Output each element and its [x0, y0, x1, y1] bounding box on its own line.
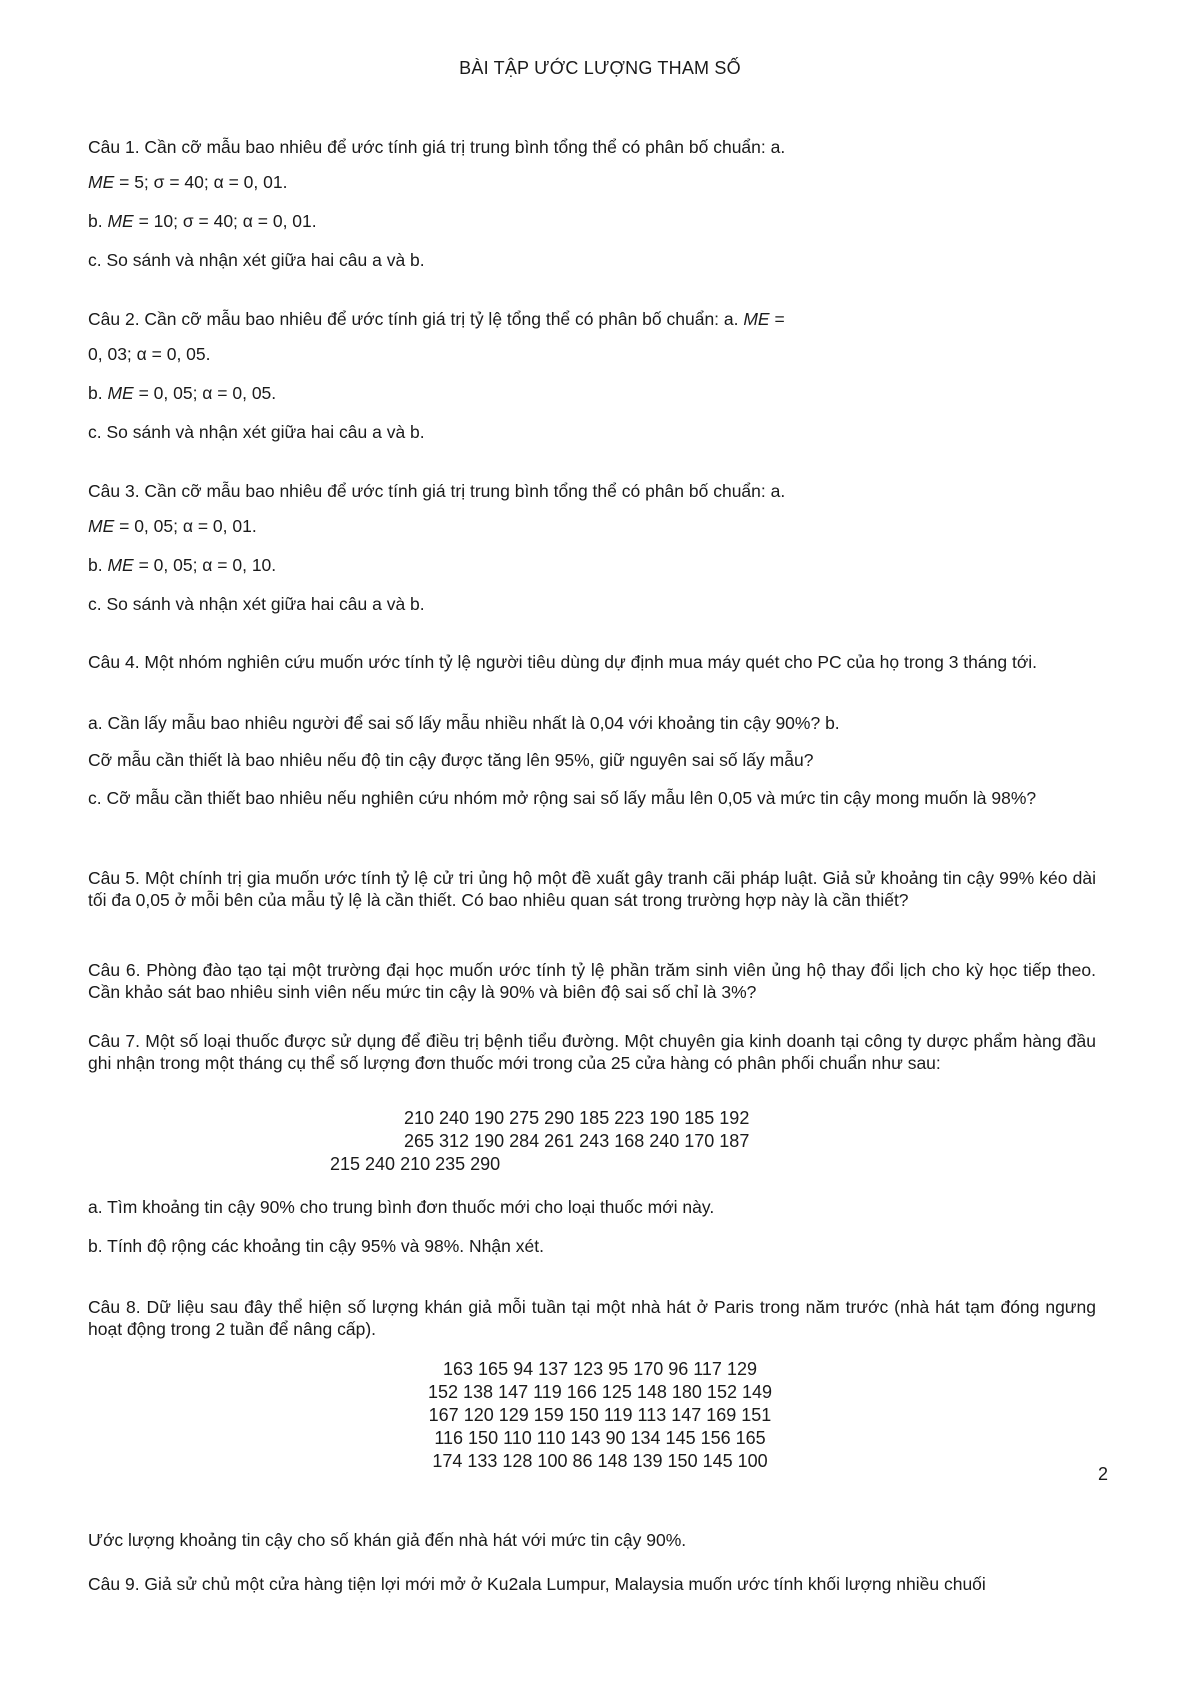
- q2-part-b: [88, 383, 276, 405]
- q7-data-row-3: 215 240 210 235 290: [330, 1154, 501, 1174]
- q2-part-c: c. So sánh và nhận xét giữa hai câu a và b.: [88, 422, 425, 442]
- q8-data-row: 152 138 147 119 166 125 148 180 152 149: [428, 1382, 772, 1402]
- q7-text: Câu 7. Một số loại thuốc được sử dụng để điều trị bệnh tiểu đường. Một chuyên gia kinh doanh tại công ty dược phẩm hàng đầu ghi nhận trong một tháng cụ thể số lượng đơn thuốc mới trong của 25 cửa hàng có phân phối chuẩn như sau:: [88, 1031, 1096, 1073]
- q8-data-row: 174 133 128 100 86 148 139 150 145 100: [432, 1451, 768, 1471]
- q2-line1-var: ME: [743, 309, 770, 329]
- q3-b-prefix: b.: [88, 555, 108, 575]
- q8-text: Câu 8. Dữ liệu sau đây thể hiện số lượng khán giả mỗi tuần tại một nhà hát ở Paris trong năm trước (nhà hát tạm đóng ngưng hoạt động trong 2 tuần để nâng cấp).: [88, 1297, 1096, 1339]
- page-number: 2: [1097, 1464, 1108, 1484]
- q1-line2: [88, 172, 287, 194]
- q7-part-b: b. Tính độ rộng các khoảng tin cậy 95% và 98%. Nhận xét.: [88, 1236, 544, 1256]
- q1-part-c: c. So sánh và nhận xét giữa hai câu a và b.: [88, 250, 425, 270]
- q2-line1-rest: =: [769, 309, 785, 329]
- q3-b-var: ME: [107, 555, 134, 575]
- q1-part-b: [88, 211, 317, 233]
- q9-text: Câu 9. Giả sử chủ một cửa hàng tiện lợi mới mở ở Ku2ala Lumpur, Malaysia muốn ước tính khối lượng nhiều chuối: [88, 1574, 986, 1594]
- q5-text: Câu 5. Một chính trị gia muốn ước tính tỷ lệ cử tri ủng hộ một đề xuất gây tranh cãi pháp luật. Giả sử khoảng tin cậy 99% kéo dài tối đa 0,05 ở mỗi bên của mẫu tỷ lệ là cần thiết. Có bao nhiêu quan sát trong trường hợp này là cần thiết?: [88, 868, 1096, 910]
- q2-line2: 0, 03; α = 0, 05.: [88, 344, 211, 364]
- q3-line1: Câu 3. Cần cỡ mẫu bao nhiêu để ước tính giá trị trung bình tổng thể có phân bố chuẩn: a.: [88, 481, 786, 501]
- page-title: BÀI TẬP ƯỚC LƯỢNG THAM SỐ: [459, 58, 741, 78]
- q1-b-rest: = 10; σ = 40; α = 0, 01.: [133, 211, 317, 231]
- q7-part-a: a. Tìm khoảng tin cậy 90% cho trung bình đơn thuốc mới cho loại thuốc mới này.: [88, 1197, 715, 1217]
- q1-line1: Câu 1. Cần cỡ mẫu bao nhiêu để ước tính giá trị trung bình tổng thể có phân bố chuẩn: a.: [88, 137, 786, 157]
- q1-b-var: ME: [107, 211, 134, 231]
- q4-part-a: a. Cần lấy mẫu bao nhiêu người để sai số lấy mẫu nhiều nhất là 0,04 với khoảng tin cậy 90%? b.: [88, 713, 840, 733]
- q1-line2-rest: = 5; σ = 40; α = 0, 01.: [114, 172, 288, 192]
- q8-conclusion: Ước lượng khoảng tin cậy cho số khán giả đến nhà hát với mức tin cậy 90%.: [88, 1530, 687, 1550]
- q2-b-prefix: b.: [88, 383, 108, 403]
- q7-data-row-2: 265 312 190 284 261 243 168 240 170 187: [404, 1131, 750, 1151]
- q4-part-b: Cỡ mẫu cần thiết là bao nhiêu nếu độ tin cậy được tăng lên 95%, giữ nguyên sai số lấy mẫu?: [88, 750, 814, 770]
- q3-line2-var: ME: [88, 516, 115, 536]
- q3-line2-rest: = 0, 05; α = 0, 01.: [114, 516, 257, 536]
- q2-line1-text: Câu 2. Cần cỡ mẫu bao nhiêu để ước tính giá trị tỷ lệ tổng thể có phân bố chuẩn: a.: [88, 309, 744, 329]
- q1-line2-var: ME: [88, 172, 115, 192]
- q1-b-prefix: b.: [88, 211, 108, 231]
- q8-data-row: 116 150 110 110 143 90 134 145 156 165: [434, 1428, 766, 1448]
- q3-part-b: [88, 555, 276, 577]
- q6-text: Câu 6. Phòng đào tạo tại một trường đại học muốn ước tính tỷ lệ phần trăm sinh viên ủng hộ thay đổi lịch cho kỳ học tiếp theo. Cần khảo sát bao nhiêu sinh viên nếu mức tin cậy là 90% và biên độ sai số chỉ là 3%?: [88, 960, 1096, 1002]
- q2-b-rest: = 0, 05; α = 0, 05.: [133, 383, 277, 403]
- q7-data-row-1: 210 240 190 275 290 185 223 190 185 192: [404, 1108, 750, 1128]
- q2-b-var: ME: [107, 383, 134, 403]
- q2-line1: [88, 309, 785, 331]
- q8-data-row: 167 120 129 159 150 119 113 147 169 151: [428, 1405, 772, 1425]
- q8-data-row: 163 165 94 137 123 95 170 96 117 129: [443, 1359, 757, 1379]
- q3-line2: [88, 516, 257, 538]
- q4-intro: Câu 4. Một nhóm nghiên cứu muốn ước tính tỷ lệ người tiêu dùng dự định mua máy quét cho PC của họ trong 3 tháng tới.: [88, 652, 1038, 672]
- q4-part-c: c. Cỡ mẫu cần thiết bao nhiêu nếu nghiên cứu nhóm mở rộng sai số lấy mẫu lên 0,05 và mức tin cậy mong muốn là 98%?: [88, 788, 1037, 808]
- q3-part-c: c. So sánh và nhận xét giữa hai câu a và b.: [88, 594, 425, 614]
- q3-b-rest: = 0, 05; α = 0, 10.: [133, 555, 277, 575]
